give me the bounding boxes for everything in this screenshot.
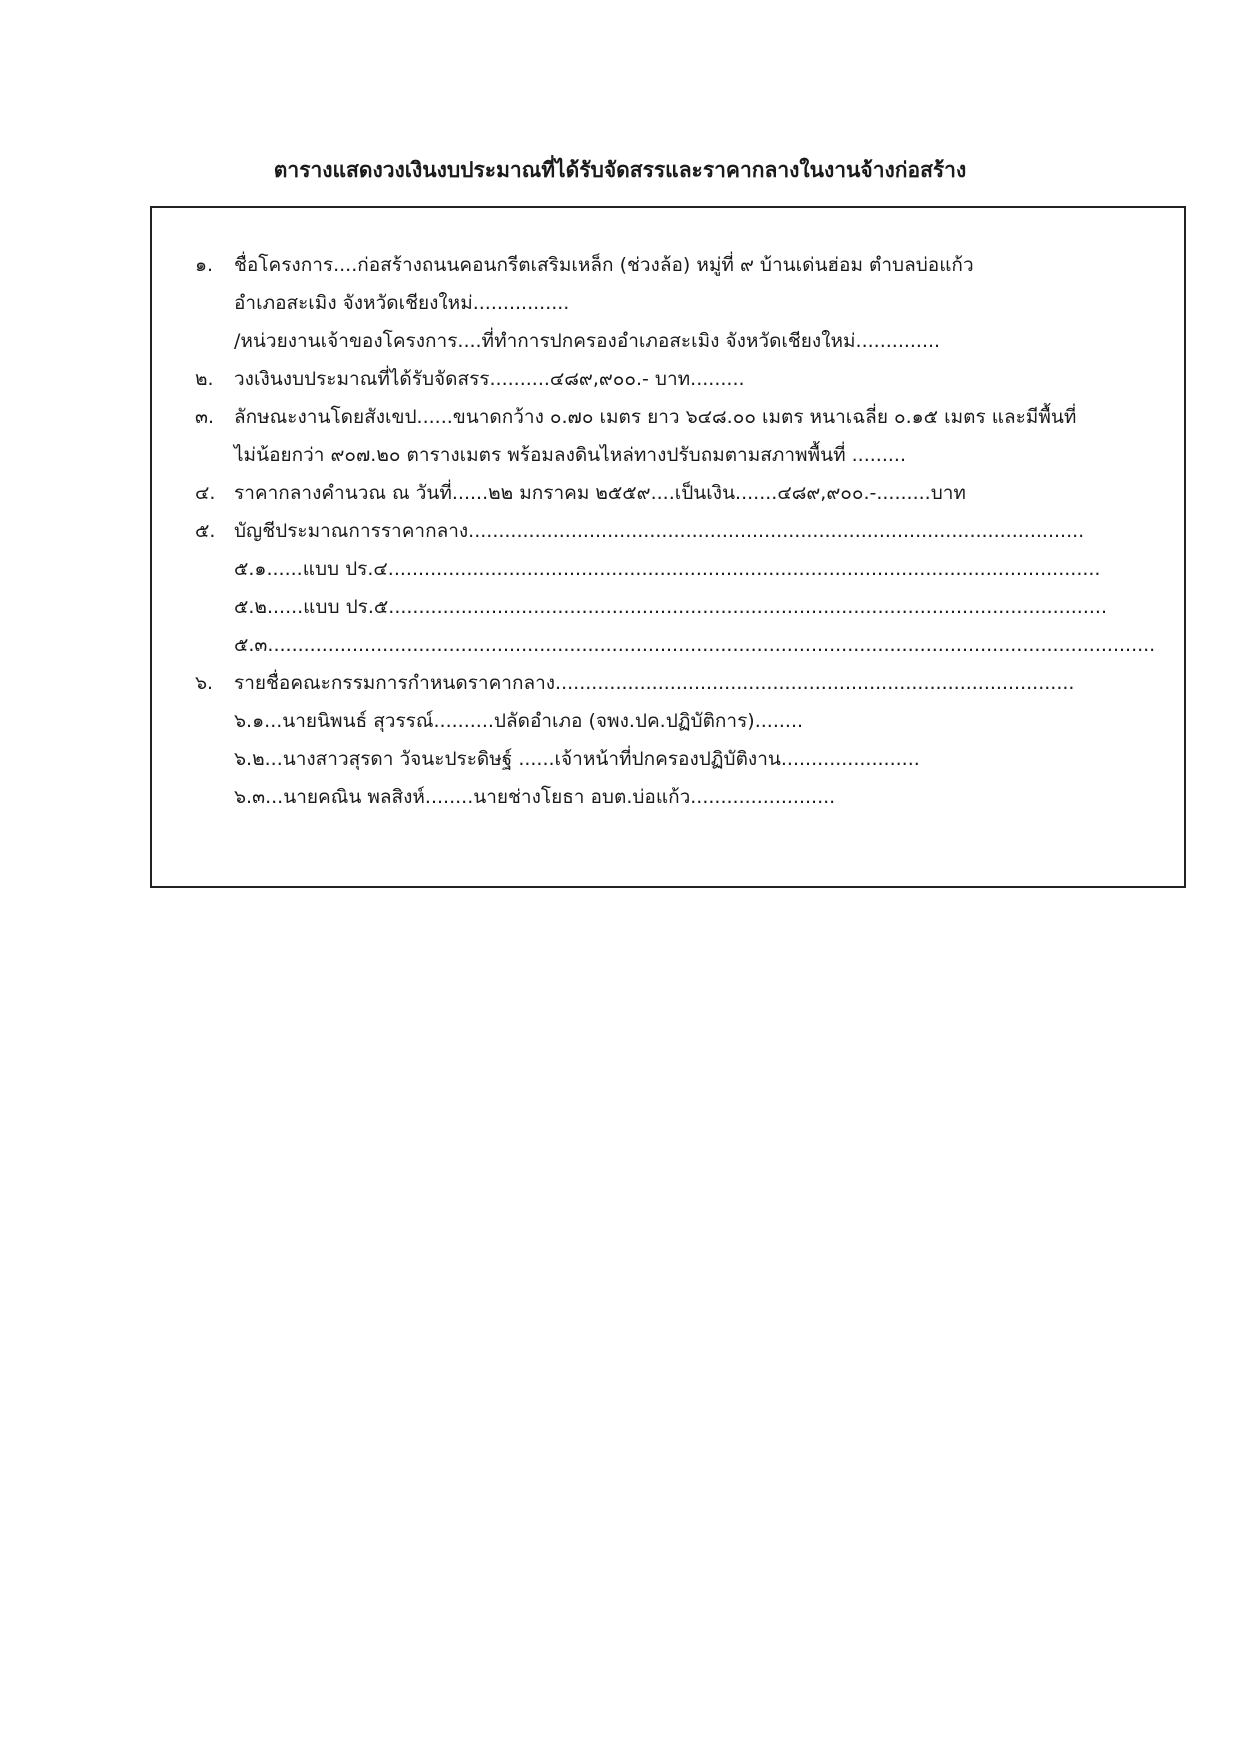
- item-number: ๑.: [195, 254, 214, 276]
- item-number: ๕.: [195, 520, 216, 542]
- item-text: ๕.๓...................................................................................................................................................: [234, 634, 1156, 656]
- item-number: ๖.: [195, 672, 214, 694]
- item-text: รายชื่อคณะกรรมการกำหนดราคากลาง......................................................................................: [234, 672, 1075, 694]
- item-3-line-2: [234, 446, 906, 465]
- item-1-line-2: [234, 294, 569, 313]
- item-6-3-line: [234, 788, 835, 807]
- item-text: ไม่น้อยกว่า ๙๐๗.๒๐ ตารางเมตร พร้อมลงดินไหล่ทางปรับถมตามสภาพพื้นที่ .........: [234, 444, 906, 466]
- item-5-line: [195, 522, 1084, 541]
- item-text: ๖.๑...นายนิพนธ์ สุวรรณ์..........ปลัดอำเภอ (จพง.ปค.ปฏิบัติการ)........: [234, 710, 804, 732]
- item-1-line: [195, 256, 974, 275]
- item-text: ชื่อโครงการ....ก่อสร้างถนนคอนกรีตเสริมเหล็ก (ช่วงล้อ) หมู่ที่ ๙ บ้านเด่นฮ่อม ตำบลบ่อแก้ว: [234, 254, 974, 276]
- item-text: บัญชีประมาณการราคากลาง......................................................................................................: [234, 520, 1085, 542]
- item-text: อำเภอสะเมิง จังหวัดเชียงใหม่................: [234, 292, 570, 314]
- item-number: ๒.: [195, 368, 214, 390]
- item-number: ๓.: [195, 406, 215, 428]
- item-text: ๕.๒......แบบ ปร.๕.......................................................................................................................: [234, 596, 1107, 618]
- item-5-2-line: [234, 598, 1107, 617]
- item-text: วงเงินงบประมาณที่ได้รับจัดสรร..........๔๘๙,๙๐๐.- บาท.........: [234, 368, 745, 390]
- item-6-2-line: [234, 750, 920, 769]
- item-text: ราคากลางคำนวณ ณ วันที่......๒๒ มกราคม ๒๕๕๙....เป็นเงิน.......๔๘๙,๙๐๐.-.........บาท: [234, 482, 966, 504]
- item-1-line-3: [234, 332, 940, 351]
- item-3-line: [195, 408, 1076, 427]
- item-text: ๖.๒...นางสาวสุรดา วัจนะประดิษฐ์ ......เจ้าหน้าที่ปกครองปฏิบัติงาน.......................: [234, 748, 920, 770]
- item-text: ๕.๑......แบบ ปร.๔......................................................................................................................: [234, 558, 1101, 580]
- item-5-3-line: [234, 636, 1155, 655]
- document-title: ตารางแสดงวงเงินงบประมาณที่ได้รับจัดสรรและราคากลางในงานจ้างก่อสร้าง: [273, 158, 967, 182]
- item-6-line: [195, 674, 1074, 693]
- item-text: ๖.๓...นายคณิน พลสิงห์........นายช่างโยธา อบต.บ่อแก้ว........................: [234, 786, 836, 808]
- item-number: ๔.: [195, 482, 216, 504]
- item-4-line: [195, 484, 966, 503]
- item-2-line: [195, 370, 745, 389]
- item-text: /หน่วยงานเจ้าของโครงการ....ที่ทำการปกครองอำเภอสะเมิง จังหวัดเชียงใหม่..............: [234, 330, 941, 352]
- item-6-1-line: [234, 712, 803, 731]
- item-5-1-line: [234, 560, 1100, 579]
- item-text: ลักษณะงานโดยสังเขป......ขนาดกว้าง ๐.๗๐ เมตร ยาว ๖๔๘.๐๐ เมตร หนาเฉลี่ย ๐.๑๕ เมตร และมีพื้นที่: [234, 406, 1077, 428]
